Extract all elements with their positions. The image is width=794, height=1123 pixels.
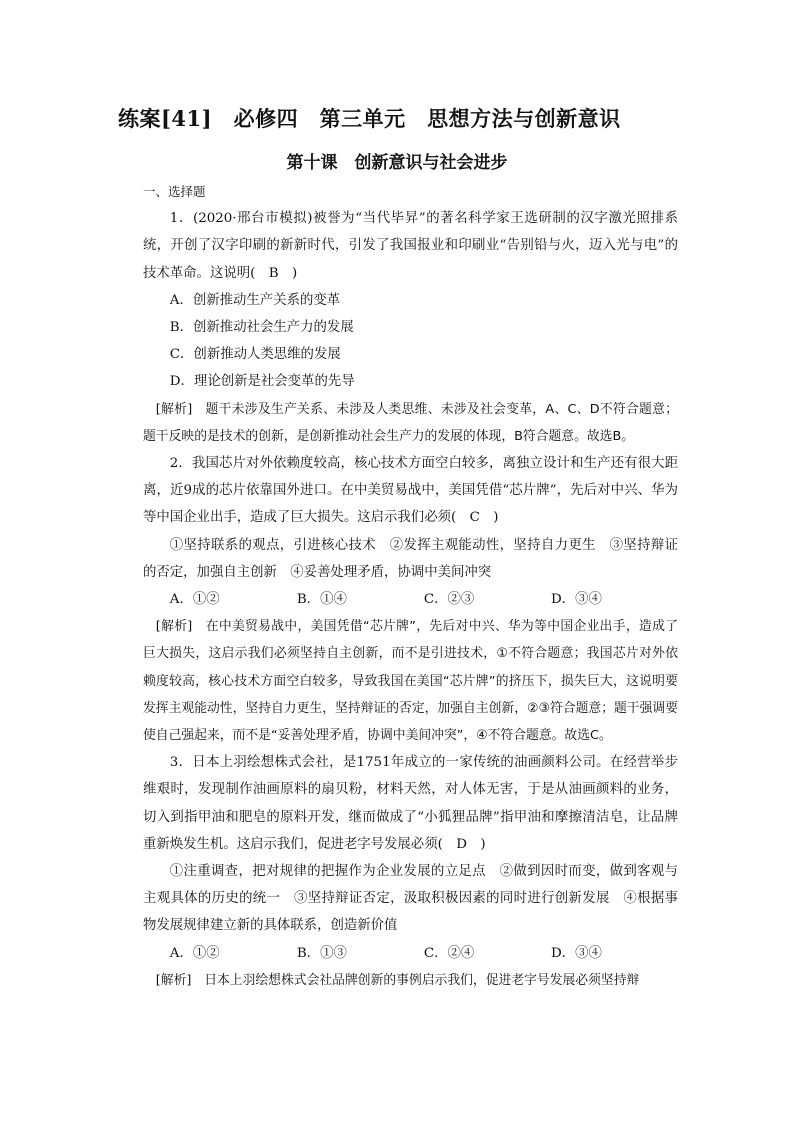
question-3-stem: 3．日本上羽绘想株式会社，是1751年成立的一家传统的油画颜料公司。在经营举步维艰时，发现制作油画原料的扇贝粉，材料天然，对人体无害，于是从油画颜料的业务，切入到指甲油和肥皂的原料开发，继而做成了“小狐狸品牌”指甲油和摩擦清洁皂，让品牌重新焕发生机。这启示我们，促进老字号发展必须( D ) <box>143 755 678 852</box>
choice-a: A．①② <box>169 592 220 608</box>
lesson-subtitle: 第十课 创新意识与社会进步 <box>286 153 508 173</box>
question-3-statements: ①注重调查，把对规律的把握作为企业发展的立足点 ②做到因时而变，做到客观与主观具体的历史的统一 ③坚持辩证否定，汲取积极因素的同时进行创新发展 ④根据事物发展规律建立新的具体联系，创造新价值 <box>143 864 678 934</box>
question-1-option-a: A．创新推动生产关系的变革 <box>169 292 341 308</box>
section-heading: 一、选择题 <box>143 184 206 199</box>
choice-c: C．②④ <box>423 945 475 961</box>
analysis-text: 在中美贸易战中，美国凭借“芯片牌”，先后对中兴、华为等中国企业出手，造成了巨大损失，这启示我们必须坚持自主创新，而不是引进技术，①不符合题意；我国芯片对外依赖度较高，核心技术方面空白较多，导致我国在美国“芯片牌”的挤压下，损失巨大，这说明要发挥主观能动性，坚持自力更生，坚持辩证的否定，加强自主创新，②③符合题意；题干强调要使自己强起来，而不是“妥善处理矛盾，协调中美间冲突”，④不符合题意。故选C。 <box>143 619 678 744</box>
analysis-tag: [解析] <box>155 972 192 988</box>
choice-d: D．③④ <box>550 592 602 608</box>
choice-c: C．②③ <box>423 592 475 608</box>
question-2-stem: 2．我国芯片对外依赖度较高，核心技术方面空白较多，离独立设计和生产还有很大距离，近9成的芯片依靠国外进口。在中美贸易战中，美国凭借“芯片牌”，先后对中兴、华为等中国企业出手，造成了巨大损失。这启示我们必须( C ) <box>143 456 678 526</box>
choice-b: B．①③ <box>296 945 347 961</box>
analysis-tag: [解析] <box>155 619 193 635</box>
question-2-choices <box>143 586 678 613</box>
question-3-analysis <box>143 967 678 994</box>
question-1-stem: 1．(2020·邢台市模拟)被誉为“当代毕昇”的著名科学家王选研制的汉字激光照排系统，开创了汉字印刷的新新时代，引发了我国报业和印刷业“告别铅与火，迈入光与电”的技术革命。这说明( B ) <box>143 211 678 281</box>
question-1-option-b: B．创新推动社会生产力的发展 <box>169 320 354 336</box>
question-3-choices <box>143 940 678 967</box>
analysis-tag: [解析] <box>155 401 193 417</box>
question-1-option-c: C．创新推动人类思维的发展 <box>169 347 341 363</box>
question-2-statements: ①坚持联系的观点，引进核心技术 ②发挥主观能动性，坚持自力更生 ③坚持辩证的否定，加强自主创新 ④妥善处理矛盾，协调中美间冲突 <box>143 537 678 580</box>
document-body <box>143 178 678 994</box>
choice-a: A．①② <box>169 945 220 961</box>
question-2-analysis <box>143 613 678 749</box>
choice-b: B．①④ <box>296 592 347 608</box>
analysis-text: 日本上羽绘想株式会社品牌创新的事例启示我们，促进老字号发展必须坚持辩 <box>204 972 640 988</box>
choice-d: D．③④ <box>550 945 602 961</box>
question-1-analysis <box>143 396 678 450</box>
page-title: 练案[41] 必修四 第三单元 思想方法与创新意识 <box>118 106 621 131</box>
question-1-option-d: D．理论创新是社会变革的先导 <box>169 374 355 390</box>
analysis-text: 题干未涉及生产关系、未涉及人类思维、未涉及社会变革，A、C、D不符合题意；题干反映的是技术的创新，是创新推动社会生产力的发展的体现，B符合题意。故选B。 <box>143 401 678 444</box>
